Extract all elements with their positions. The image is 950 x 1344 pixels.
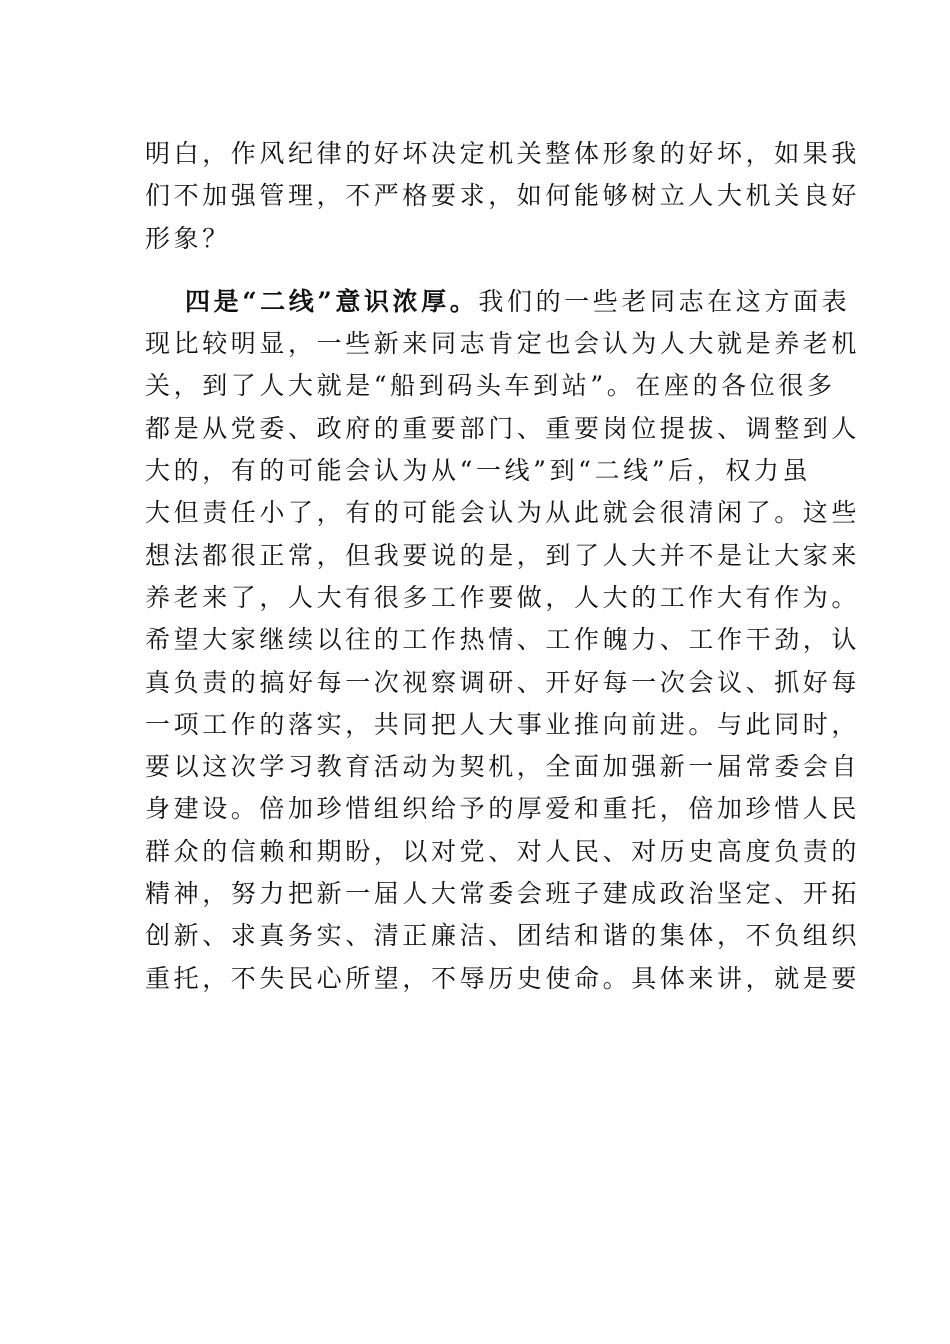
text-line: 重托，不失民心所望，不辱历史使命。具体来讲，就是要 [145, 963, 861, 993]
paragraph-gap [145, 260, 815, 281]
text-line: 形象？ [145, 223, 231, 253]
section-heading: 四是“二线”意识浓厚。 [185, 286, 479, 316]
text-line: 希望大家继续以往的工作热情、工作魄力、工作干劲，认 [145, 625, 861, 655]
text-line: 大的，有的可能会认为从“一线”到“二线”后，权力虽 [145, 456, 812, 486]
text-line: 大但责任小了，有的可能会认为从此就会很清闲了。这些 [145, 498, 861, 528]
paragraph-first-line [145, 281, 851, 323]
text-line: 真负责的搞好每一次视察调研、开好每一次会议、抓好每 [145, 667, 861, 697]
text-line: 群众的信赖和期盼，以对党、对人民、对历史高度负责的 [145, 836, 861, 866]
text-line: 创新、求真务实、清正廉洁、团结和谐的集体，不负组织 [145, 921, 861, 951]
text-line: 要以这次学习教育活动为契机，全面加强新一届常委会自 [145, 752, 861, 782]
text-line: 关，到了人大就是“船到码头车到站”。在座的各位很多 [145, 371, 836, 401]
text-line: 都是从党委、政府的重要部门、重要岗位提拔、调整到人 [145, 413, 861, 443]
text-line: 现比较明显，一些新来同志肯定也会认为人大就是养老机 [145, 329, 861, 359]
text-line: 身建设。倍加珍惜组织给予的厚爱和重托，倍加珍惜人民 [145, 794, 861, 824]
body-text [145, 133, 861, 1000]
text-line: 养老来了，人大有很多工作要做，人大的工作大有作为。 [145, 582, 861, 612]
text-run: 我们的一些老同志在这方面表 [478, 286, 851, 316]
text-line: 明白，作风纪律的好坏决定机关整体形象的好坏，如果我 [145, 139, 861, 168]
text-line: 想法都很正常，但我要说的是，到了人大并不是让大家来 [145, 540, 861, 570]
text-line: 精神，努力把新一届人大常委会班子建成政治坚定、开拓 [145, 879, 861, 909]
text-line: 们不加强管理，不严格要求，如何能够树立人大机关良好 [145, 181, 861, 211]
text-line: 一项工作的落实，共同把人大事业推向前进。与此同时， [145, 709, 861, 739]
